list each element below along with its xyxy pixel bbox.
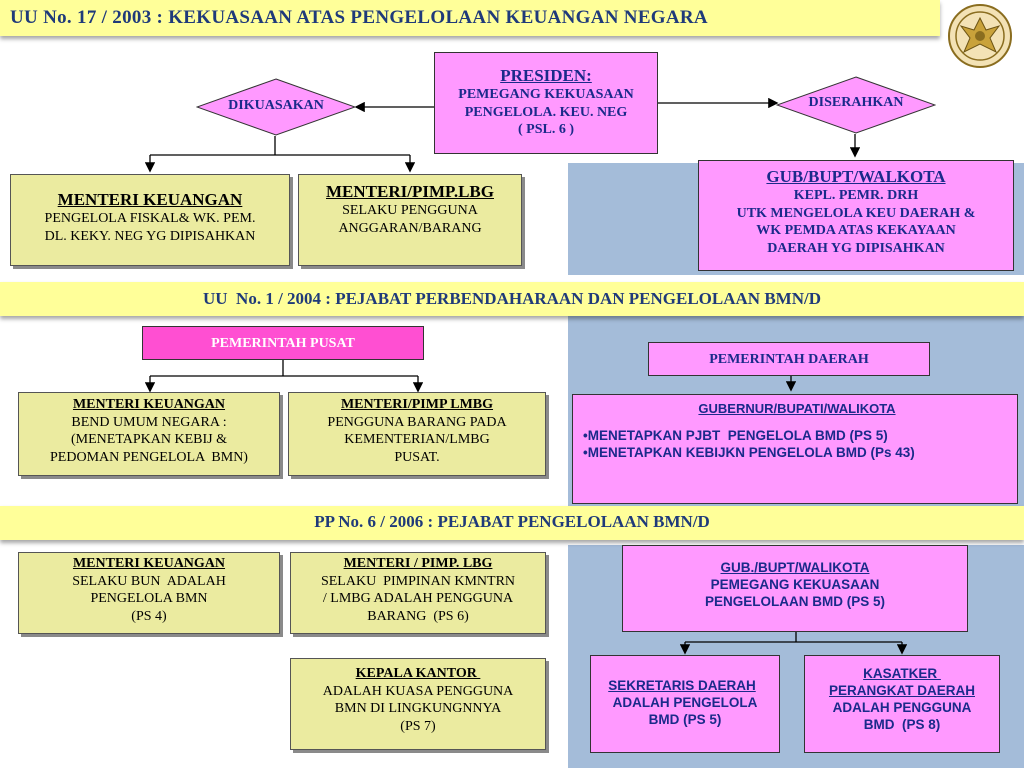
menkeu-box-3	[18, 552, 280, 634]
menkeu-box-1	[10, 174, 290, 266]
menteri-lmbg-box-2	[288, 392, 546, 476]
pemerintah-pusat-box	[142, 326, 424, 360]
gub-1-line2: UTK MENGELOLA KEU DAERAH &	[736, 205, 976, 221]
gub-box-3	[622, 545, 968, 632]
menteri-lbg-1-title: MENTERI/PIMP.LBG	[326, 182, 494, 201]
menkeu-2-line2: (MENETAPKAN KEBIJ &	[71, 432, 227, 447]
presiden-line3: ( PSL. 6 )	[518, 122, 574, 138]
menkeu-2-title: MENTERI KEUANGAN	[72, 397, 226, 412]
pemerintah-daerah-label: PEMERINTAH DAERAH	[709, 352, 869, 367]
dikuasakan-label: DIKUASAKAN	[228, 98, 324, 113]
section3-banner	[0, 506, 1024, 540]
kepala-kantor-line1: ADALAH KUASA PENGGUNA	[322, 683, 514, 699]
kepala-kantor-title: KEPALA KANTOR	[355, 666, 481, 681]
kepala-kantor-line2: BMN DI LINGKUNGNNYA	[334, 701, 502, 716]
diserahkan-label: DISERAHKAN	[808, 95, 904, 110]
presiden-title: PRESIDEN:	[500, 66, 592, 85]
menkeu-3-line3: (PS 4)	[131, 608, 167, 624]
gub-3-title: GUB./BUPT/WALIKOTA	[720, 560, 870, 575]
section1-banner	[0, 0, 940, 36]
menkeu-1-title: MENTERI KEUANGAN	[57, 190, 243, 209]
kasatker-title: KASATKER	[863, 666, 941, 681]
kasatker-line2: BMD (PS 8)	[863, 716, 941, 732]
menkeu-1-line1: PENGELOLA FISKAL& WK. PEM.	[44, 211, 256, 227]
menteri-lbg-3-title: MENTERI / PIMP. LBG	[343, 556, 493, 571]
pemerintah-daerah-box	[648, 342, 930, 376]
menteri-lmbg-2-title: MENTERI/PIMP LMBG	[340, 397, 494, 412]
menkeu-box-2	[18, 392, 280, 476]
sekda-line1: ADALAH PENGELOLA	[612, 694, 758, 710]
menteri-lbg-3-line1: SELAKU PIMPINAN KMNTRN	[320, 573, 516, 589]
gub-1-line3: WK PEMDA ATAS KEKAYAAN	[756, 223, 956, 239]
menkeu-3-title: MENTERI KEUANGAN	[72, 556, 226, 571]
menkeu-3-line2: PENGELOLA BMN	[90, 591, 208, 606]
menteri-lmbg-2-line2: KEMENTERIAN/LMBG	[344, 432, 490, 447]
presiden-box	[434, 52, 658, 154]
dikuasakan-diamond	[196, 78, 356, 136]
gubernur-2-bullet1: •MENETAPKAN PJBT PENGELOLA BMD (PS 5)	[583, 428, 888, 443]
gub-1-title: GUB/BUPT/WALKOTA	[766, 167, 946, 186]
section2-banner	[0, 282, 1024, 316]
gub-1-line1: KEPL. PEMR. DRH	[793, 188, 919, 204]
kasatker-line1: ADALAH PENGGUNA	[832, 699, 972, 715]
pemerintah-pusat-label: PEMERINTAH PUSAT	[211, 336, 355, 351]
menkeu-2-line1: BEND UMUM NEGARA :	[71, 414, 227, 430]
sekretaris-daerah-box	[590, 655, 780, 753]
menteri-lbg-box-3	[290, 552, 546, 634]
menkeu-3-line1: SELAKU BUN ADALAH	[72, 573, 226, 589]
gub-3-line2: PENGELOLAAN BMD (PS 5)	[704, 593, 885, 609]
gubernur-box-2	[572, 394, 1018, 504]
diserahkan-diamond	[776, 76, 936, 134]
garuda-emblem-icon	[944, 2, 1016, 70]
sekda-title: SEKRETARIS DAERAH	[608, 678, 756, 693]
menteri-lbg-1-line2: ANGGARAN/BARANG	[338, 220, 482, 236]
menteri-lbg-box-1	[298, 174, 522, 266]
section3-title: PP No. 6 / 2006 : PEJABAT PENGELOLAAN BMN/D	[314, 512, 710, 531]
kasatker-box	[804, 655, 1000, 753]
gub-1-line4: DAERAH YG DIPISAHKAN	[767, 240, 945, 256]
menteri-lbg-1-line1: SELAKU PENGGUNA	[342, 203, 478, 219]
kepala-kantor-box	[290, 658, 546, 750]
presiden-line2: PENGELOLA. KEU. NEG	[464, 104, 628, 120]
menkeu-1-line2: DL. KEKY. NEG YG DIPISAHKAN	[44, 228, 256, 244]
section1-title: UU No. 17 / 2003 : KEKUASAAN ATAS PENGELOLAAN KEUANGAN NEGARA	[10, 7, 708, 28]
menteri-lbg-3-line2: / LMBG ADALAH PENGGUNA	[322, 591, 514, 606]
sekda-line2: BMD (PS 5)	[648, 711, 722, 727]
gubernur-2-title: GUBERNUR/BUPATI/WALIKOTA	[698, 401, 896, 416]
menteri-lbg-3-line3: BARANG (PS 6)	[367, 608, 469, 624]
menteri-lmbg-2-line3: PUSAT.	[394, 449, 440, 465]
section2-title: UU No. 1 / 2004 : PEJABAT PERBENDAHARAAN DAN PENGELOLAAN BMN/D	[202, 289, 821, 308]
gubernur-2-bullet2: •MENETAPKAN KEBIJKN PENGELOLA BMD (Ps 43)	[583, 445, 915, 460]
menkeu-2-line3: PEDOMAN PENGELOLA BMN)	[50, 449, 248, 465]
gub-box-1	[698, 160, 1014, 271]
menteri-lmbg-2-line1: PENGGUNA BARANG PADA	[327, 414, 507, 430]
kasatker-title2: PERANGKAT DAERAH	[828, 682, 975, 698]
gub-3-line1: PEMEGANG KEKUASAAN	[710, 576, 880, 592]
presiden-line1: PEMEGANG KEKUASAAN	[458, 87, 634, 103]
kepala-kantor-line3: (PS 7)	[400, 718, 436, 734]
